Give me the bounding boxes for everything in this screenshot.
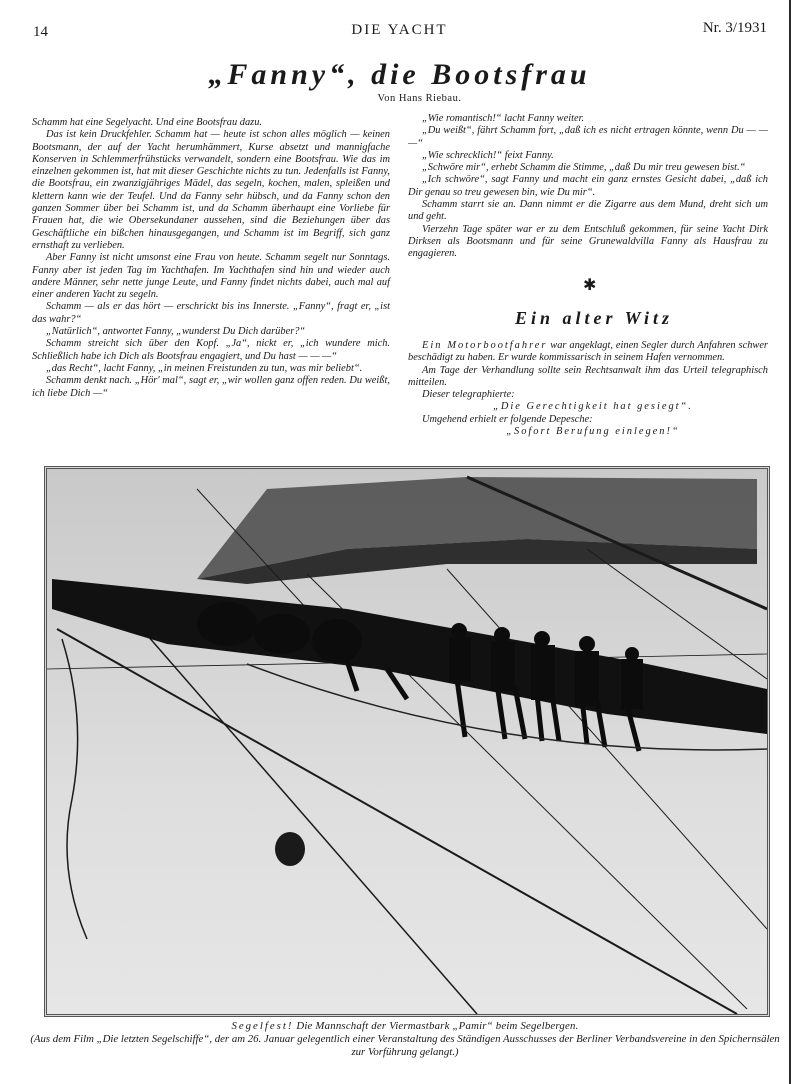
byline: Von Hans Riebau. [377, 93, 462, 104]
witz-spaced-word: Ein Motorbootfahrer [422, 340, 548, 351]
section-divider-asterisk: ✱ [583, 277, 597, 294]
witz-paragraph: Am Tage der Verhandlung sollte sein Rechtsanwalt ihm das Urteil telegraphisch mitteilen. [408, 364, 768, 388]
caption-lead: Segelfest! [231, 1020, 294, 1032]
caption-line-1-rest: Die Mannschaft der Viermastbark „Pamir“ beim Segelbergen. [293, 1020, 579, 1032]
witz-paragraph [408, 340, 768, 365]
caption-line-1 [30, 1020, 780, 1033]
right-column [408, 113, 768, 261]
caption-line-2: (Aus dem Film „Die letzten Segelschiffe“, der am 26. Januar gelegentlich einer Veranstaltung des Ständigen Ausschusses der Berliner Verbandsvereine in den Spichernsälen zur Vorführung gelangt.) [30, 1033, 780, 1058]
paragraph: „Natürlich“, antwortet Fanny, „wunderst Du Dich darüber?“ [46, 326, 306, 338]
paragraph: Schamm starrt sie an. Dann nimmt er die Zigarre aus dem Mund, dreht sich um und geht. [408, 199, 768, 223]
issue-number: Nr. 3/1931 [702, 20, 767, 36]
paragraph: Schamm hat eine Segelyacht. Und eine Bootsfrau dazu. [32, 117, 262, 128]
telegram-2: „Sofort Berufung einlegen!“ [506, 426, 680, 438]
page-number: 14 [33, 24, 48, 40]
photo-caption [30, 1020, 780, 1059]
photo-sailors-on-yard [44, 466, 770, 1017]
paragraph: „Wie romantisch!“ lacht Fanny weiter. [422, 113, 585, 124]
running-title: DIE YACHT [351, 22, 448, 38]
paragraph: Schamm streicht sich über den Kopf. „Ja“, nickt er, „ich wundere mich. Schließlich habe ich Dich als Bootsfrau engagiert, und Du hast — — —“ [32, 338, 390, 362]
paragraph: Das ist kein Druckfehler. Schamm hat — heute ist schon alles möglich — keinen Bootsmann, der auf der Yacht herumhämmert, Kurse absetzt und mannigfache Konserven in Schlemmerfrühstücks verwandelt, sondern eine Bootsfrau. Wie das im einzelnen gekommen ist, hat mit dieser Geschichte nichts zu tun. Jedenfalls ist Fanny, die Bootsfrau, ein zwanzigjähriges Mädel, das segeln, kochen, malen, spleißen und klettern kann wie der Teufel. Und da Fanny sehr hübsch, und da Fanny schon den ganzen Sommer über bei Schamm ist, und da Schamm überhaupt eine Vorliebe für Frauen hat, die wie Obersekundaner aussehen, sind die Beziehungen über das Geschäftliche ein bißchen hinausgegangen, und Schamm ist im Begriff, sich ganz ernsthaft zu verlieben. [32, 129, 390, 251]
witz-paragraph: Dieser telegraphierte: [422, 389, 515, 401]
left-column [32, 117, 390, 400]
page-edge-rule [789, 0, 791, 1084]
witz-text [408, 340, 768, 438]
paragraph: „Wie schrecklich!“ feixt Fanny. [422, 149, 554, 161]
paragraph: „Du weißt“, fährt Schamm fort, „daß ich es nicht ertragen könnte, wenn Du — — —“ [408, 125, 768, 149]
witz-paragraph-rest: war angeklagt, einen Segler durch Anfahren schwer beschädigt zu haben. Er wurde kommissarisch in seinem Hafen vernommen. [408, 340, 768, 364]
telegram-1: „Die Gerechtigkeit hat gesiegt“. [493, 401, 693, 413]
paragraph: Vierzehn Tage später war er zu dem Entschluß gekommen, für seine Yacht Dirk Dirksen als Bootsmann und für seine Grunewaldvilla Fanny als Hausfrau zu engagieren. [408, 223, 768, 260]
witz-title: Ein alter Witz [514, 308, 674, 328]
sailing-ship-rigging-photo [47, 469, 767, 1014]
paragraph: „Ich schwöre“, sagt Fanny und macht ein ganz ernstes Gesicht dabei, „daß ich Dir genau so treu gewesen bin, wie Du mir“. [408, 174, 768, 198]
paragraph: „Schwöre mir“, erhebt Schamm die Stimme, „daß Du mir treu gewesen bist.“ [422, 162, 746, 174]
paragraph: „das Recht“, lacht Fanny, „in meinen Freistunden zu tun, was mir beliebt“. [46, 362, 363, 374]
witz-paragraph: Umgehend erhielt er folgende Depesche: [422, 413, 593, 425]
paragraph: Schamm — als er das hört — erschrickt bis ins Innerste. „Fanny“, fragt er, „ist das wahr?“ [32, 301, 390, 325]
article-title: „Fanny“, die Bootsfrau [208, 58, 591, 91]
paragraph: Aber Fanny ist nicht umsonst eine Frau von heute. Schamm segelt nur Sonntags. Fanny aber ist jeden Tag im Yachthafen. Im Yachthafen sind hin und wieder auch andere Männer, sehr nette junge Leute, und Fanny findet nichts dabei, auch mal auf einer anderen Yacht zu segeln. [32, 252, 390, 301]
paragraph: Schamm denkt nach. „Hör' mal“, sagt er, „wir wollen ganz offen reden. Du weißt, ich liebe Dich —“ [32, 375, 390, 399]
